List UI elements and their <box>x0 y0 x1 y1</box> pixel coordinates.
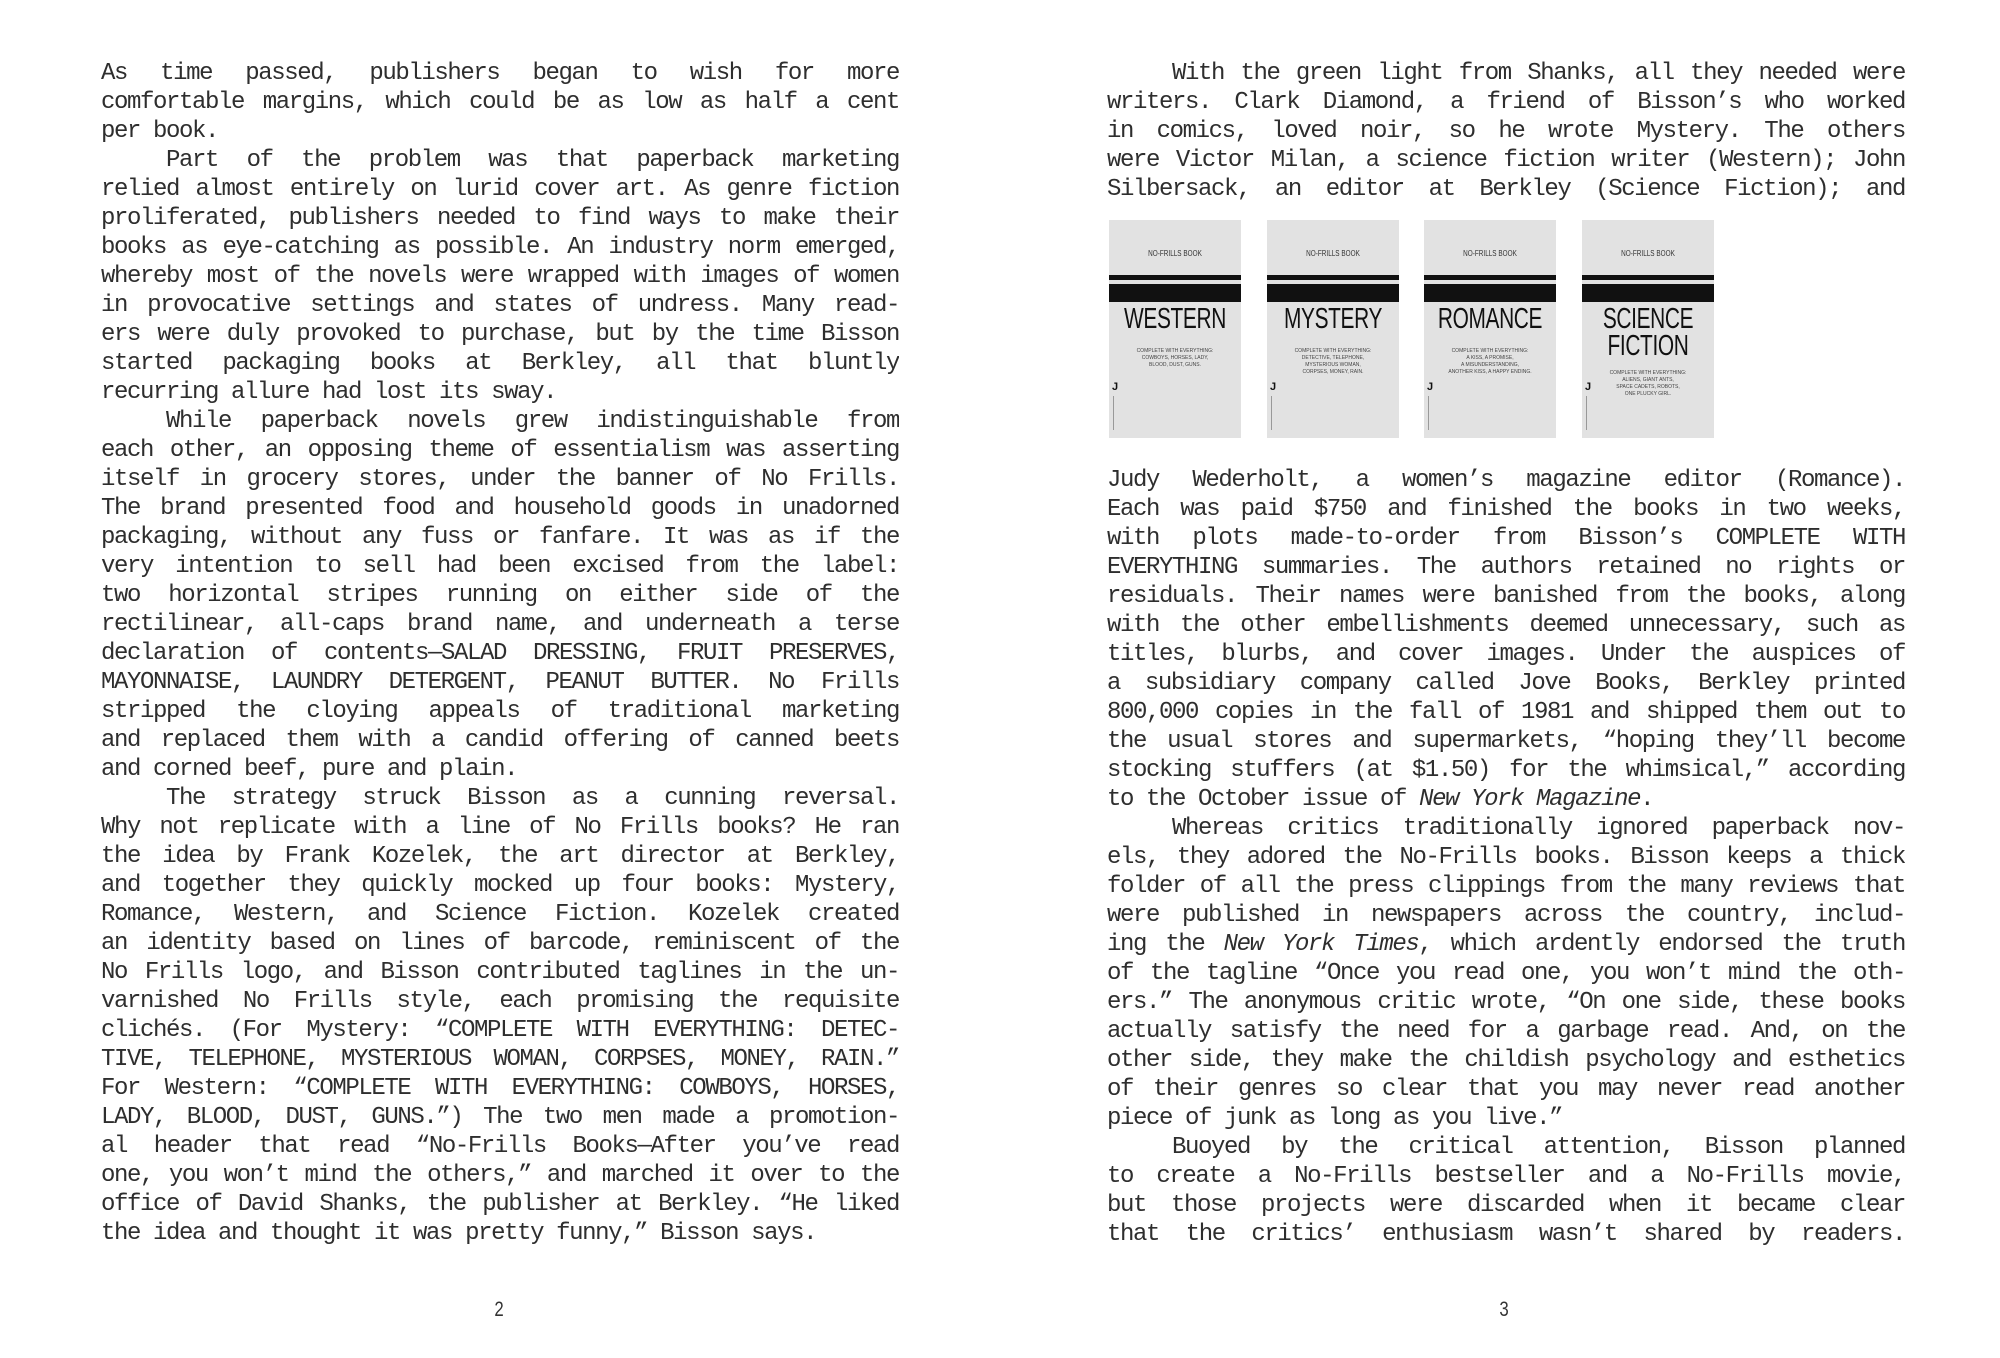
cover-tagline <box>1600 370 1696 398</box>
text-segment: comfortable margins, which could be as low as half a cent <box>101 89 899 116</box>
text-segment: recurring allure had lost its sway. <box>101 379 557 406</box>
text-segment: , which ardently endorsed the truth <box>1418 931 1905 958</box>
text-line <box>1107 524 1905 553</box>
cover-brand: NO-FRILLS BOOK <box>1463 249 1517 258</box>
cover-stripe <box>1109 284 1241 302</box>
text-segment: to create a No-Frills bestseller and a No-Frills movie, <box>1107 1163 1905 1190</box>
text-segment: whereby most of the novels were wrapped with images of women <box>101 263 899 290</box>
text-segment: the usual stores and supermarkets, “hoping they’ll become <box>1107 728 1905 755</box>
text-segment: were published in newspapers across the country, includ- <box>1107 902 1905 929</box>
cover-tagline-line: MYSTERIOUS WOMAN, <box>1305 362 1361 368</box>
text-line <box>1107 495 1905 524</box>
text-line <box>101 639 899 668</box>
spine-text <box>1586 396 1587 430</box>
text-segment: with plots made-to-order from Bisson’s COMPLETE WITH <box>1107 525 1905 552</box>
cover-tagline-line: A MISUNDERSTANDING, <box>1461 362 1519 368</box>
text-segment: al header that read “No-Frills Books—After you’ve read <box>101 1133 899 1160</box>
text-segment: EVERYTHING summaries. The authors retained no rights or <box>1107 554 1905 581</box>
text-line <box>1107 175 1905 204</box>
text-line <box>1107 1046 1905 1075</box>
text-line <box>1107 843 1905 872</box>
text-segment: two horizontal stripes running on either side of the <box>101 582 899 609</box>
text-line <box>101 1219 899 1248</box>
book-cover-romance <box>1424 220 1556 438</box>
cover-tagline-line: COMPLETE WITH EVERYTHING: <box>1609 370 1687 376</box>
text-segment: Why not replicate with a line of No Frills books? He ran <box>101 814 899 841</box>
cover-title-line: FICTION <box>1607 330 1689 362</box>
text-segment: Silbersack, an editor at Berkley (Science Fiction); and <box>1107 176 1905 203</box>
text-segment: actually satisfy the need for a garbage read. And, on the <box>1107 1018 1905 1045</box>
text-segment: declaration of contents—SALAD DRESSING, FRUIT PRESERVES, <box>101 640 899 667</box>
page-number-left: 2 <box>494 1298 504 1321</box>
text-line <box>101 175 899 204</box>
text-line <box>1107 785 1905 814</box>
jove-logo-icon: J <box>1112 381 1119 393</box>
cover-stripe <box>1267 284 1399 302</box>
text-line <box>101 88 899 117</box>
text-line <box>1107 582 1905 611</box>
text-line <box>1107 640 1905 669</box>
text-line <box>1107 1133 1905 1162</box>
text-line <box>101 784 899 813</box>
cover-title <box>1428 303 1552 335</box>
text-line <box>1107 698 1905 727</box>
text-line <box>101 668 899 697</box>
text-segment: very intention to sell had been excised from the label: <box>101 553 899 580</box>
text-segment: ing the <box>1107 931 1224 958</box>
text-segment: the idea and thought it was pretty funny,” Bisson says. <box>101 1220 817 1247</box>
spine-text <box>1428 396 1429 430</box>
text-segment: Judy Wederholt, a women’s magazine editor (Romance). <box>1107 467 1905 494</box>
jove-logo-icon: J <box>1270 381 1277 393</box>
text-line <box>101 407 899 436</box>
text-line <box>101 1132 899 1161</box>
text-segment: in provocative settings and states of undress. Many read- <box>101 292 899 319</box>
cover-tagline-line: DETECTIVE, TELEPHONE, <box>1301 355 1365 361</box>
book-cover-mystery <box>1267 220 1399 438</box>
text-segment: TIVE, TELEPHONE, MYSTERIOUS WOMAN, CORPSES, MONEY, RAIN.” <box>101 1046 899 1073</box>
cover-title <box>1113 303 1237 335</box>
text-segment: MAYONNAISE, LAUNDRY DETERGENT, PEANUT BUTTER. No Frills <box>101 669 899 696</box>
text-line <box>1107 930 1905 959</box>
text-line <box>101 900 899 929</box>
text-line <box>1107 959 1905 988</box>
text-line <box>1107 117 1905 146</box>
cover-stripe <box>1424 284 1556 302</box>
text-segment: a subsidiary company called Jove Books, Berkley printed <box>1107 670 1905 697</box>
cover-tagline-line: ONE PLUCKY GIRL. <box>1624 391 1672 397</box>
text-line <box>1107 553 1905 582</box>
cover-title <box>1271 303 1395 335</box>
italic-title: New York Magazine <box>1419 786 1641 813</box>
text-segment: ers were duly provoked to purchase, but by the time Bisson <box>101 321 899 348</box>
text-segment: As time passed, publishers began to wish for more <box>101 60 899 87</box>
cover-tagline-line: CORPSES, MONEY, RAIN. <box>1302 369 1364 375</box>
text-line <box>1107 59 1905 88</box>
text-segment: clichés. (For Mystery: “COMPLETE WITH EVERYTHING: DETEC- <box>101 1017 899 1044</box>
text-line <box>1107 988 1905 1017</box>
text-line <box>101 755 899 784</box>
text-segment: The strategy struck Bisson as a cunning reversal. <box>166 785 899 812</box>
text-segment: in comics, loved noir, so he wrote Mystery. The others <box>1107 118 1905 145</box>
text-segment: of their genres so clear that you may never read another <box>1107 1076 1905 1103</box>
cover-title <box>1586 303 1710 362</box>
text-segment: 800,000 copies in the fall of 1981 and shipped them out to <box>1107 699 1905 726</box>
text-segment: that the critics’ enthusiasm wasn’t shared by readers. <box>1107 1221 1905 1248</box>
cover-brand: NO-FRILLS BOOK <box>1148 249 1202 258</box>
text-line <box>101 233 899 262</box>
text-segment: of the tagline “Once you read one, you won’t mind the oth- <box>1107 960 1905 987</box>
text-segment: per book. <box>101 118 219 145</box>
text-segment: one, you won’t mind the others,” and marched it over to the <box>101 1162 899 1189</box>
left-page-text <box>101 59 899 1248</box>
text-line <box>1107 669 1905 698</box>
text-line <box>1107 1220 1905 1249</box>
cover-title-line: ROMANCE <box>1437 303 1543 335</box>
text-segment: office of David Shanks, the publisher at Berkley. “He liked <box>101 1191 899 1218</box>
book-covers-figure <box>1109 220 1914 438</box>
text-line <box>101 813 899 842</box>
text-segment: LADY, BLOOD, DUST, GUNS.”) The two men made a promotion- <box>101 1104 899 1131</box>
text-line <box>1107 146 1905 175</box>
text-line <box>1107 1104 1905 1133</box>
text-segment: Part of the problem was that paperback marketing <box>166 147 899 174</box>
text-line <box>101 1161 899 1190</box>
text-line <box>101 610 899 639</box>
text-segment: but those projects were discarded when it became clear <box>1107 1192 1905 1219</box>
text-line <box>1107 872 1905 901</box>
text-segment: For Western: “COMPLETE WITH EVERYTHING: COWBOYS, HORSES, <box>101 1075 899 1102</box>
text-line <box>101 1190 899 1219</box>
text-line <box>101 581 899 610</box>
text-line <box>101 726 899 755</box>
cover-stripe <box>1582 275 1714 280</box>
text-line <box>101 378 899 407</box>
cover-brand: NO-FRILLS BOOK <box>1306 249 1360 258</box>
spine-text <box>1113 396 1114 430</box>
text-segment: were Victor Milan, a science fiction writer (Western); John <box>1107 147 1905 174</box>
text-line <box>101 1045 899 1074</box>
text-line <box>1107 727 1905 756</box>
text-segment: titles, blurbs, and cover images. Under the auspices of <box>1107 641 1905 668</box>
text-segment: itself in grocery stores, under the banner of No Frills. <box>101 466 899 493</box>
text-line <box>101 697 899 726</box>
text-line <box>101 929 899 958</box>
cover-tagline-line: ANOTHER KISS, A HAPPY ENDING. <box>1448 369 1532 375</box>
text-segment: and together they quickly mocked up four books: Mystery, <box>101 872 899 899</box>
jove-logo-icon: J <box>1585 381 1592 393</box>
cover-tagline-line: A KISS, A PROMISE, <box>1466 355 1514 361</box>
text-segment: No Frills logo, and Bisson contributed taglines in the un- <box>101 959 899 986</box>
text-segment: folder of all the press clippings from the many reviews that <box>1107 873 1905 900</box>
text-segment: packaging, without any fuss or fanfare. It was as if the <box>101 524 899 551</box>
text-line <box>1107 901 1905 930</box>
text-line <box>1107 814 1905 843</box>
text-segment: an identity based on lines of barcode, reminiscent of the <box>101 930 899 957</box>
cover-title-line: MYSTERY <box>1283 303 1383 335</box>
text-line <box>1107 466 1905 495</box>
text-line <box>101 117 899 146</box>
text-line <box>101 842 899 871</box>
text-segment: els, they adored the No-Frills books. Bisson keeps a thick <box>1107 844 1905 871</box>
cover-tagline <box>1285 348 1381 376</box>
cover-tagline-line: COMPLETE WITH EVERYTHING: <box>1294 348 1372 354</box>
cover-tagline-line: COMPLETE WITH EVERYTHING: <box>1136 348 1214 354</box>
text-segment: and corned beef, pure and plain. <box>101 756 518 783</box>
text-segment: With the green light from Shanks, all they needed were <box>1172 60 1905 87</box>
text-line <box>101 958 899 987</box>
text-segment: proliferated, publishers needed to find ways to make their <box>101 205 899 232</box>
cover-stripe <box>1424 275 1556 280</box>
text-segment: The brand presented food and household goods in unadorned <box>101 495 899 522</box>
text-line <box>101 291 899 320</box>
text-line <box>101 320 899 349</box>
text-line <box>101 494 899 523</box>
book-cover-western <box>1109 220 1241 438</box>
text-segment: and replaced them with a candid offering of canned beets <box>101 727 899 754</box>
text-segment: Romance, Western, and Science Fiction. Kozelek created <box>101 901 899 928</box>
text-line <box>101 871 899 900</box>
text-line <box>1107 1191 1905 1220</box>
cover-title-line: WESTERN <box>1124 303 1226 335</box>
text-segment: to the October issue of <box>1107 786 1420 813</box>
text-segment: started packaging books at Berkley, all that bluntly <box>101 350 899 377</box>
text-segment: While paperback novels grew indistinguishable from <box>166 408 899 435</box>
text-segment: Whereas critics traditionally ignored paperback nov- <box>1172 815 1905 842</box>
text-line <box>101 146 899 175</box>
right-page-text-top <box>1107 59 1905 204</box>
text-segment: ers.” The anonymous critic wrote, “On one side, these books <box>1107 989 1905 1016</box>
cover-stripe <box>1109 275 1241 280</box>
text-line <box>101 436 899 465</box>
text-segment: Buoyed by the critical attention, Bisson planned <box>1172 1134 1905 1161</box>
text-line <box>101 204 899 233</box>
text-line <box>1107 611 1905 640</box>
text-line <box>101 987 899 1016</box>
jove-logo-icon: J <box>1427 381 1434 393</box>
cover-tagline-line: COMPLETE WITH EVERYTHING: <box>1451 348 1529 354</box>
text-segment: books as eye-catching as possible. An industry norm emerged, <box>101 234 899 261</box>
text-segment: with the other embellishments deemed unnecessary, such as <box>1107 612 1905 639</box>
text-segment: residuals. Their names were banished from the books, along <box>1107 583 1905 610</box>
text-line <box>1107 88 1905 117</box>
cover-tagline-line: BLOOD, DUST, GUNS. <box>1149 362 1201 368</box>
text-line <box>101 1103 899 1132</box>
book-cover-science-fiction <box>1582 220 1714 438</box>
cover-stripe <box>1267 275 1399 280</box>
text-segment: writers. Clark Diamond, a friend of Bisson’s who worked <box>1107 89 1905 116</box>
text-segment: the idea by Frank Kozelek, the art director at Berkley, <box>101 843 899 870</box>
cover-tagline-line: COWBOYS, HORSES, LADY, <box>1141 355 1209 361</box>
text-line <box>1107 1162 1905 1191</box>
spine-text <box>1271 396 1272 430</box>
text-segment: . <box>1640 786 1654 813</box>
text-segment: each other, an opposing theme of essentialism was asserting <box>101 437 899 464</box>
cover-title-line: SCIENCE <box>1602 303 1694 335</box>
text-segment: stocking stuffers (at $1.50) for the whimsical,” according <box>1107 757 1905 784</box>
text-line <box>1107 756 1905 785</box>
right-page-text-bottom <box>1107 466 1905 1249</box>
text-segment: rectilinear, all-caps brand name, and underneath a terse <box>101 611 899 638</box>
text-line <box>101 59 899 88</box>
text-line <box>101 552 899 581</box>
cover-brand: NO-FRILLS BOOK <box>1621 249 1675 258</box>
text-segment: Each was paid $750 and finished the books in two weeks, <box>1107 496 1905 523</box>
text-line <box>101 1074 899 1103</box>
cover-tagline <box>1127 348 1223 369</box>
text-line <box>1107 1017 1905 1046</box>
text-line <box>101 262 899 291</box>
text-line <box>101 523 899 552</box>
cover-tagline-line: SPACE CADETS, ROBOTS, <box>1616 384 1680 390</box>
text-segment: varnished No Frills style, each promising the requisite <box>101 988 899 1015</box>
page-number-right: 3 <box>1499 1298 1509 1321</box>
text-segment: piece of junk as long as you live.” <box>1107 1105 1563 1132</box>
text-segment: other side, they make the childish psychology and esthetics <box>1107 1047 1905 1074</box>
cover-stripe <box>1582 284 1714 302</box>
cover-tagline-line: ALIENS, GIANT ANTS, <box>1622 377 1674 383</box>
text-line <box>101 465 899 494</box>
text-line <box>101 1016 899 1045</box>
text-segment: stripped the cloying appeals of traditional marketing <box>101 698 899 725</box>
italic-title: New York Times <box>1223 931 1419 958</box>
cover-tagline <box>1442 348 1538 376</box>
text-line <box>1107 1075 1905 1104</box>
text-segment: relied almost entirely on lurid cover art. As genre fiction <box>101 176 899 203</box>
text-line <box>101 349 899 378</box>
